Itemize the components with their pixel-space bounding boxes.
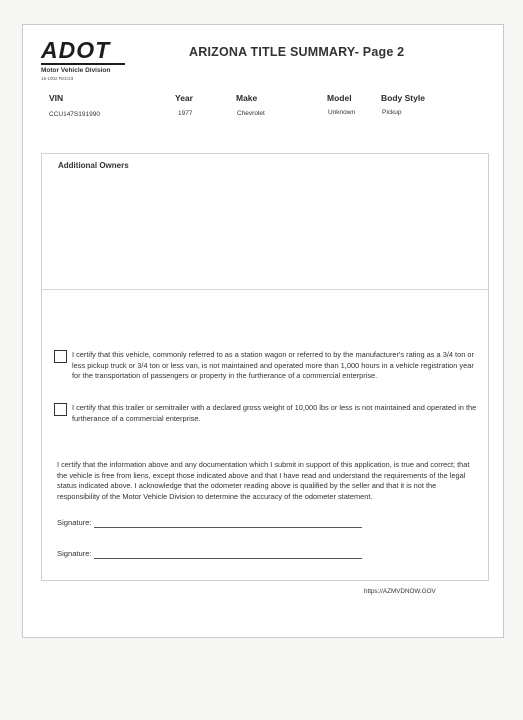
division-name: Motor Vehicle Division (41, 67, 111, 74)
section-divider (42, 289, 488, 290)
certification-statement: I certify that the information above and any documentation which I submit in support of this application, is true and correct; that the vehicle is free from liens, except those indicated above and that I have read and understand the requirements of the legal status indicated above. I acknowledge that the odometer reading above is qualified by the seller and that it is not the responsibility of the Motor Vehicle Division to determine the accuracy of the odometer statement. (57, 460, 470, 501)
page-title: ARIZONA TITLE SUMMARY- Page 2 (189, 45, 405, 59)
make-header: Make (236, 93, 258, 103)
owners-certification-panel (41, 153, 489, 581)
model-header: Model (327, 93, 352, 103)
document-page (22, 24, 504, 638)
commercial-vehicle-checkbox[interactable] (54, 350, 67, 363)
adot-logo (41, 39, 151, 81)
additional-owners-label: Additional Owners (58, 161, 129, 170)
trailer-text: I certify that this trailer or semitrailer with a declared gross weight of 10,000 lbs or less is not maintained and operated in the furtherance of a commercial enterprise. (72, 403, 477, 423)
trailer-checkbox[interactable] (54, 403, 67, 416)
signature-line-1[interactable] (94, 527, 362, 528)
signature-label-1: Signature: (57, 518, 92, 527)
signature-field-2 (57, 549, 92, 558)
signature-label-2: Signature: (57, 549, 92, 558)
body-style-value: Pickup (382, 109, 402, 116)
vin-header: VIN (49, 93, 64, 103)
logo-underline (41, 63, 125, 65)
website-url[interactable]: https://AZMVDNOW.GOV (364, 588, 436, 595)
form-code: 15-1002 R01/23 (41, 76, 74, 81)
commercial-vehicle-text: I certify that this vehicle, commonly referred to as a station wagon or referred to by the manufacturer's rating as a 3/4 ton or less pickup truck or 3/4 ton or less van, is not maintained and operated more than 1,000 hours in a vehicle registration year for the transportation of passengers or property in the furtherance of a commercial enterprise. (72, 350, 474, 381)
year-header: Year (175, 93, 193, 103)
make-value: Chevrolet (237, 110, 265, 117)
logo-mark: ADOT (41, 37, 111, 63)
signature-field-1 (57, 518, 92, 527)
year-value: 1977 (178, 110, 193, 117)
vin-value: CCU147S191990 (49, 111, 100, 118)
body-style-header: Body Style (381, 93, 425, 103)
model-value: Unknown (328, 109, 356, 116)
signature-line-2[interactable] (94, 558, 362, 559)
